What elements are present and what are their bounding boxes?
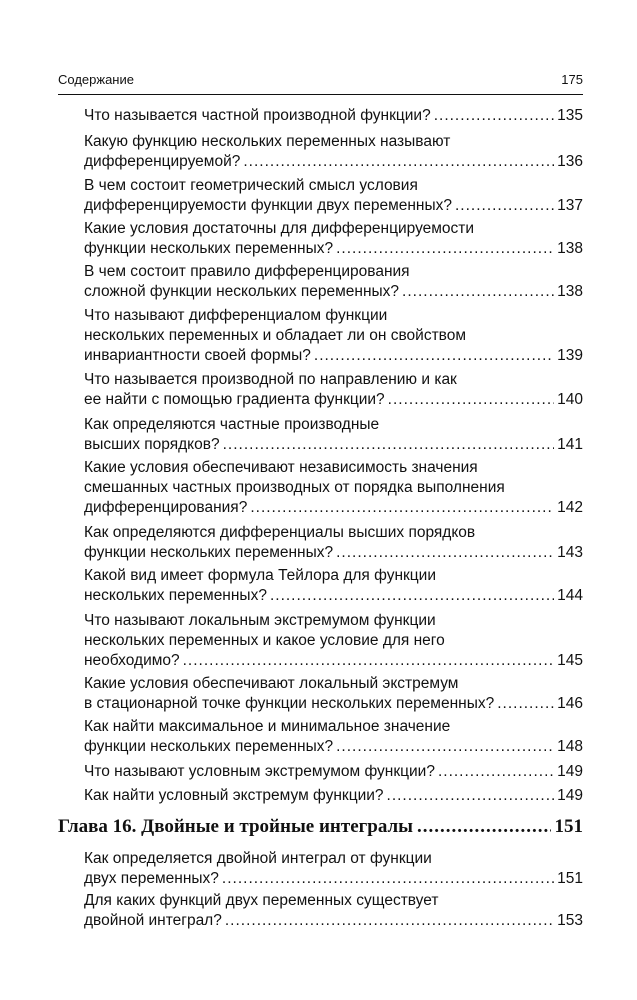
toc-entry: [84, 566, 583, 606]
toc-entry-line: [84, 543, 583, 563]
dot-leader: [225, 911, 554, 931]
toc-entry: [84, 786, 583, 806]
toc-entry: [84, 611, 583, 671]
dot-leader: [336, 543, 554, 563]
toc-entry-text: Что называется производной по направлению и как: [84, 371, 457, 388]
toc-page-number: 142: [557, 499, 583, 516]
dot-leader: [183, 651, 555, 671]
dot-leader: [402, 282, 554, 302]
toc-page-number: 149: [557, 763, 583, 780]
toc-entry-line: [84, 891, 583, 911]
toc-entry-line: [84, 458, 583, 478]
toc-entry-text: функции нескольких переменных?: [84, 738, 334, 755]
header-page-number: 175: [561, 72, 583, 87]
toc-entry-text: Что называют условным экстремумом функции?: [84, 763, 435, 780]
toc-entry-text: нескольких переменных и обладает ли он свойством: [84, 327, 467, 344]
toc-entry-line: [84, 911, 583, 931]
toc-entry-line: [84, 498, 583, 518]
toc-entry-line: [84, 415, 583, 435]
dot-leader: [438, 762, 554, 782]
toc-entry-text: двойной интеграл?: [84, 912, 222, 929]
toc-page-number: 143: [557, 544, 583, 561]
toc-entry-line: [84, 132, 583, 152]
chapter-heading: [58, 815, 583, 839]
toc-entry: [84, 106, 583, 126]
toc-entry-text: Какие условия обеспечивают локальный экстремум: [84, 675, 459, 692]
toc-entry-text: Какие условия достаточны для дифференцируемости: [84, 220, 475, 237]
toc-entry-text: В чем состоит правило дифференцирования: [84, 263, 410, 280]
toc-entry-line: [84, 737, 583, 757]
toc-page-number: 138: [557, 283, 583, 300]
toc-entry-text: Как найти условный экстремум функции?: [84, 787, 384, 804]
toc-entry-line: [84, 196, 583, 216]
dot-leader: [497, 694, 554, 714]
toc-entry-line: [84, 176, 583, 196]
toc-entry-line: [84, 631, 583, 651]
toc-entry-line: [84, 694, 583, 714]
dot-leader: [455, 196, 554, 216]
toc-entry-line: [84, 586, 583, 606]
dot-leader: [223, 435, 555, 455]
toc-entry-text: необходимо?: [84, 652, 180, 669]
dot-leader: [388, 390, 554, 410]
chapter-page-number: 151: [554, 816, 583, 837]
toc-entry-line: [84, 478, 583, 498]
toc-entry-line: [84, 674, 583, 694]
toc-entry-text: ее найти с помощью градиента функции?: [84, 391, 385, 408]
toc-entry-line: [84, 152, 583, 172]
toc-entry-text: высших порядков?: [84, 436, 220, 453]
toc-entry-text: Что называют дифференциалом функции: [84, 307, 388, 324]
header-title: Содержание: [58, 72, 134, 87]
toc-page-number: 139: [557, 347, 583, 364]
toc-entry-line: [84, 849, 583, 869]
toc-entry-text: нескольких переменных?: [84, 587, 267, 604]
toc-page-number: 148: [557, 738, 583, 755]
toc-entry: [84, 262, 583, 302]
toc-entry: [84, 132, 583, 172]
toc-entry-text: функции нескольких переменных?: [84, 240, 334, 257]
toc-entry: [84, 891, 583, 931]
toc-entry: [84, 849, 583, 889]
toc-entry: [84, 523, 583, 563]
toc-entry-text: дифференцируемости функции двух переменных?: [84, 197, 452, 214]
toc-entry-text: сложной функции нескольких переменных?: [84, 283, 400, 300]
toc-entry: [84, 176, 583, 216]
toc-entry-text: Как найти максимальное и минимальное значение: [84, 718, 451, 735]
toc-entry-line: [84, 346, 583, 366]
toc-page-number: 141: [557, 436, 583, 453]
toc-entry-text: Как определяются дифференциалы высших порядков: [84, 524, 476, 541]
toc-entry-text: инвариантности своей формы?: [84, 347, 311, 364]
toc-page-number: 140: [557, 391, 583, 408]
toc-entry-line: [84, 566, 583, 586]
toc-page-number: 151: [557, 870, 583, 887]
dot-leader: [387, 786, 555, 806]
toc-entry-text: В чем состоит геометрический смысл условия: [84, 177, 418, 194]
toc-entry-line: [84, 106, 583, 126]
toc-entry-text: функции нескольких переменных?: [84, 544, 334, 561]
toc-entry-line: [84, 717, 583, 737]
toc-entry-line: [84, 435, 583, 455]
toc-entry-text: дифференцируемой?: [84, 153, 241, 170]
toc-entry-text: Какую функцию нескольких переменных называют: [84, 133, 451, 150]
dot-leader: [417, 815, 551, 839]
toc-entry-text: Что называется частной производной функции?: [84, 107, 431, 124]
toc-entry-text: Какой вид имеет формула Тейлора для функции: [84, 567, 436, 584]
dot-leader: [250, 498, 554, 518]
toc-entry: [84, 306, 583, 366]
dot-leader: [243, 152, 554, 172]
toc-entry-line: [84, 262, 583, 282]
toc-page-number: 137: [557, 197, 583, 214]
toc-page-number: 138: [557, 240, 583, 257]
toc-entry-text: в стационарной точке функции нескольких переменных?: [84, 695, 495, 712]
toc-entry-line: [84, 523, 583, 543]
toc-entry-text: смешанных частных производных от порядка выполнения: [84, 479, 505, 496]
toc-page-number: 145: [557, 652, 583, 669]
toc-entry-line: [84, 762, 583, 782]
toc-entry-text: Как определяются частные производные: [84, 416, 380, 433]
toc-entry-text: Что называют локальным экстремумом функции: [84, 612, 436, 629]
dot-leader: [314, 346, 554, 366]
toc-entry: [84, 717, 583, 757]
toc-entry-text: нескольких переменных и какое условие для него: [84, 632, 445, 649]
toc-entry: [84, 219, 583, 259]
toc-entry: [84, 762, 583, 782]
toc-page-number: 144: [557, 587, 583, 604]
toc-entry-text: двух переменных?: [84, 870, 219, 887]
toc-entry-text: Какие условия обеспечивают независимость значения: [84, 459, 478, 476]
toc-entry-line: [84, 786, 583, 806]
dot-leader: [434, 106, 554, 126]
toc-entry-line: [84, 869, 583, 889]
toc-entry-line: [84, 651, 583, 671]
toc-entry-line: [84, 306, 583, 326]
toc-page-number: 136: [557, 153, 583, 170]
toc-page-number: 153: [557, 912, 583, 929]
chapter-title: Глава 16. Двойные и тройные интегралы: [58, 816, 413, 837]
toc-entry: [84, 458, 583, 518]
toc-entry-line: [84, 326, 583, 346]
toc-entry-text: Как определяется двойной интеграл от функции: [84, 850, 432, 867]
dot-leader: [222, 869, 554, 889]
toc-entry: [84, 674, 583, 714]
toc-entry-line: [84, 239, 583, 259]
toc-page-number: 135: [557, 107, 583, 124]
toc-entry: [84, 415, 583, 455]
toc-entry-text: Для каких функций двух переменных существует: [84, 892, 439, 909]
running-header: [58, 72, 583, 94]
toc-entry-line: [84, 390, 583, 410]
toc-entry: [84, 370, 583, 410]
dot-leader: [336, 239, 554, 259]
toc-entry-line: [84, 611, 583, 631]
dot-leader: [336, 737, 554, 757]
toc-entry-line: [84, 282, 583, 302]
toc-entry-line: [84, 219, 583, 239]
dot-leader: [270, 586, 554, 606]
toc-page-number: 146: [557, 695, 583, 712]
header-rule: [58, 94, 583, 95]
toc-entry-line: [84, 370, 583, 390]
toc-entry-text: дифференцирования?: [84, 499, 248, 516]
toc-page-number: 149: [557, 787, 583, 804]
